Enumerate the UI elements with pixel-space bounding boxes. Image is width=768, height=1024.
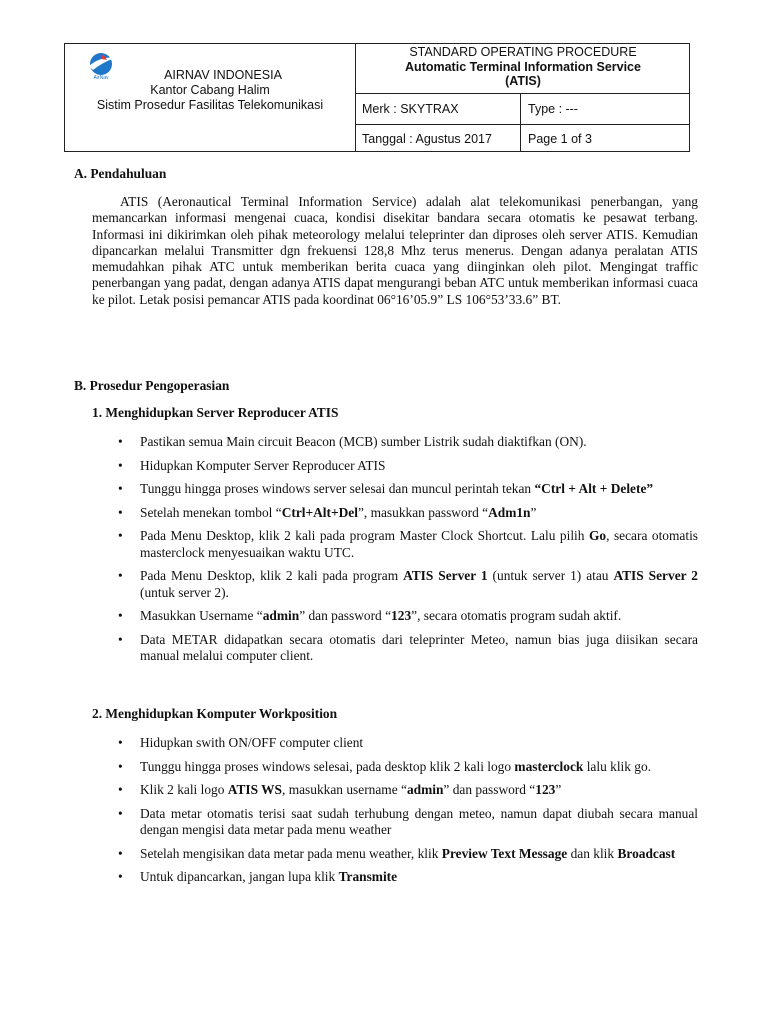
section-a-heading: A. Pendahuluan (74, 166, 167, 181)
list-item (114, 568, 698, 601)
sop-label: STANDARD OPERATING PROCEDURE (409, 45, 637, 59)
item-text: Setelah menekan tombol “ (140, 504, 282, 520)
server-steps-list (114, 434, 698, 672)
sop-title-abbrev: (ATIS) (505, 74, 541, 88)
emphasis-text: “Ctrl + Alt + Delete” (534, 481, 654, 497)
bullet-icon: • (118, 457, 123, 473)
merk-field: Merk : SKYTRAX (362, 102, 459, 116)
bullet-icon: • (118, 608, 123, 624)
organization-block (65, 68, 355, 113)
item-text: Hidupkan swith ON/OFF computer client (140, 735, 364, 750)
emphasis-text: Adm1n (488, 504, 531, 520)
item-text: Hidupkan Komputer Server Reproducer ATIS (140, 457, 386, 473)
item-text: ”, masukkan password “ (357, 504, 489, 520)
org-branch: Kantor Cabang Halim (150, 83, 270, 97)
list-item (114, 846, 698, 862)
bullet-icon: • (118, 869, 123, 885)
subsection-2-heading: 2. Menghidupkan Komputer Workposition (92, 706, 338, 721)
bullet-icon: • (118, 845, 123, 861)
bullet-icon: • (118, 805, 123, 821)
item-text: Untuk dipancarkan, jangan lupa klik (140, 869, 339, 885)
item-text: dan klik (567, 845, 618, 861)
list-item (114, 869, 698, 885)
emphasis-text: ATIS Server 1 (403, 568, 488, 584)
list-item (114, 806, 698, 839)
org-name: AIRNAV INDONESIA (164, 68, 282, 82)
sop-title: Automatic Terminal Information Service (405, 59, 641, 74)
item-text: Data metar otomatis terisi saat sudah terhubung dengan meteo, namun dapat diubah secara manual dengan mengisi data metar pada menu weather (140, 805, 698, 838)
org-system: Sistim Prosedur Fasilitas Telekomunikasi (96, 98, 324, 112)
list-item (114, 505, 698, 521)
item-text: (untuk server 2). (140, 584, 229, 600)
list-item (114, 782, 698, 798)
bullet-icon: • (118, 782, 123, 798)
item-text: Pastikan semua Main circuit Beacon (MCB) sumber Listrik sudah diaktifkan (ON). (140, 434, 587, 449)
item-text: (untuk server 1) atau (487, 568, 614, 584)
emphasis-text: admin (262, 608, 300, 624)
list-item (114, 458, 698, 474)
item-text: Klik 2 kali logo (140, 782, 228, 798)
item-text: Setelah mengisikan data metar pada menu weather, klik (140, 845, 442, 861)
list-item (114, 481, 698, 497)
header-divider (355, 124, 689, 125)
item-text: ” dan password “ (299, 608, 392, 624)
item-text: Tunggu hingga proses windows selesai, pada desktop klik 2 kali logo (140, 758, 515, 774)
item-text: Pada Menu Desktop, klik 2 kali pada program Master Clock Shortcut. Lalu pilih (140, 528, 589, 544)
emphasis-text: 123 (535, 782, 556, 798)
item-text: , secara otomatis masterclock menyesuaikan waktu UTC. (140, 528, 699, 560)
item-text: ”, secara otomatis program sudah aktif. (411, 608, 622, 624)
type-field: Type : --- (528, 102, 579, 116)
emphasis-text: Preview Text Message (441, 845, 568, 861)
emphasis-text: masterclock (514, 758, 584, 774)
list-item (114, 528, 698, 561)
item-text: ” dan password “ (443, 782, 536, 798)
list-item (114, 608, 698, 624)
emphasis-text: Ctrl+Alt+Del (281, 504, 358, 520)
emphasis-text: ATIS WS (227, 782, 282, 798)
item-text: Pada Menu Desktop, klik 2 kali pada program (140, 568, 404, 584)
list-item (114, 632, 698, 665)
list-item (114, 735, 698, 751)
item-text: , masukkan username “ (282, 782, 407, 798)
bullet-icon: • (118, 758, 123, 774)
list-item (114, 759, 698, 775)
bullet-icon: • (118, 481, 123, 497)
subsection-1-heading: 1. Menghidupkan Server Reproducer ATIS (92, 405, 339, 420)
workposition-steps-list (114, 735, 698, 893)
sop-title-block (356, 44, 690, 89)
list-item (114, 434, 698, 450)
emphasis-text: admin (406, 782, 444, 798)
item-text: ” (555, 782, 562, 798)
item-text: lalu klik go. (583, 758, 652, 774)
svg-text:AirNav: AirNav (93, 75, 109, 80)
bullet-icon: • (118, 735, 123, 750)
date-field: Tanggal : Agustus 2017 (362, 132, 492, 146)
bullet-icon: • (118, 434, 123, 449)
emphasis-text: Transmite (338, 869, 398, 885)
intro-paragraph: ATIS (Aeronautical Terminal Information Service) adalah alat telekomunikasi penerbangan, yang memancarkan informasi mengenai cuaca, kondisi disekitar bandara secara otomatis ke pesawat terbang. Informasi ini dikirimkan oleh pihak meteorology melalui teleprinter dan diproses oleh server ATIS. Kemudian dipancarkan melalui Transmitter dgn frekuensi 128,8 Mhz terus menerus. Dengan adanya peralatan ATIS memudahkan pihak ATC untuk memberikan berita cuaca yang diinginkan oleh pilot. Mengingat traffic penerbangan yang padat, dengan adanya ATIS dapat mengurangi beban ATC untuk memberikan informasi cuaca ke pilot. Letak posisi pemancar ATIS pada koordinat 06°16’05.9” LS 106°53’33.6” BT. (92, 194, 698, 307)
bullet-icon: • (118, 631, 123, 647)
bullet-icon: • (118, 568, 123, 584)
bullet-icon: • (118, 504, 123, 520)
emphasis-text: 123 (391, 608, 412, 624)
header-divider (520, 93, 521, 151)
section-b-heading: B. Prosedur Pengoperasian (74, 378, 230, 393)
page-number: Page 1 of 3 (528, 132, 592, 146)
document-header (64, 43, 690, 152)
item-text: ” (530, 504, 537, 520)
item-text: Data METAR didapatkan secara otomatis dari teleprinter Meteo, namun bias juga diisikan secara manual melalui computer client. (140, 631, 698, 664)
bullet-icon: • (118, 528, 123, 544)
emphasis-text: ATIS Server 2 (613, 568, 698, 584)
item-text: Tunggu hingga proses windows server selesai dan muncul perintah tekan (140, 481, 535, 497)
emphasis-text: Broadcast (617, 845, 676, 861)
item-text: Masukkan Username “ (140, 608, 263, 624)
emphasis-text: Go (588, 528, 607, 544)
header-divider (355, 93, 689, 94)
